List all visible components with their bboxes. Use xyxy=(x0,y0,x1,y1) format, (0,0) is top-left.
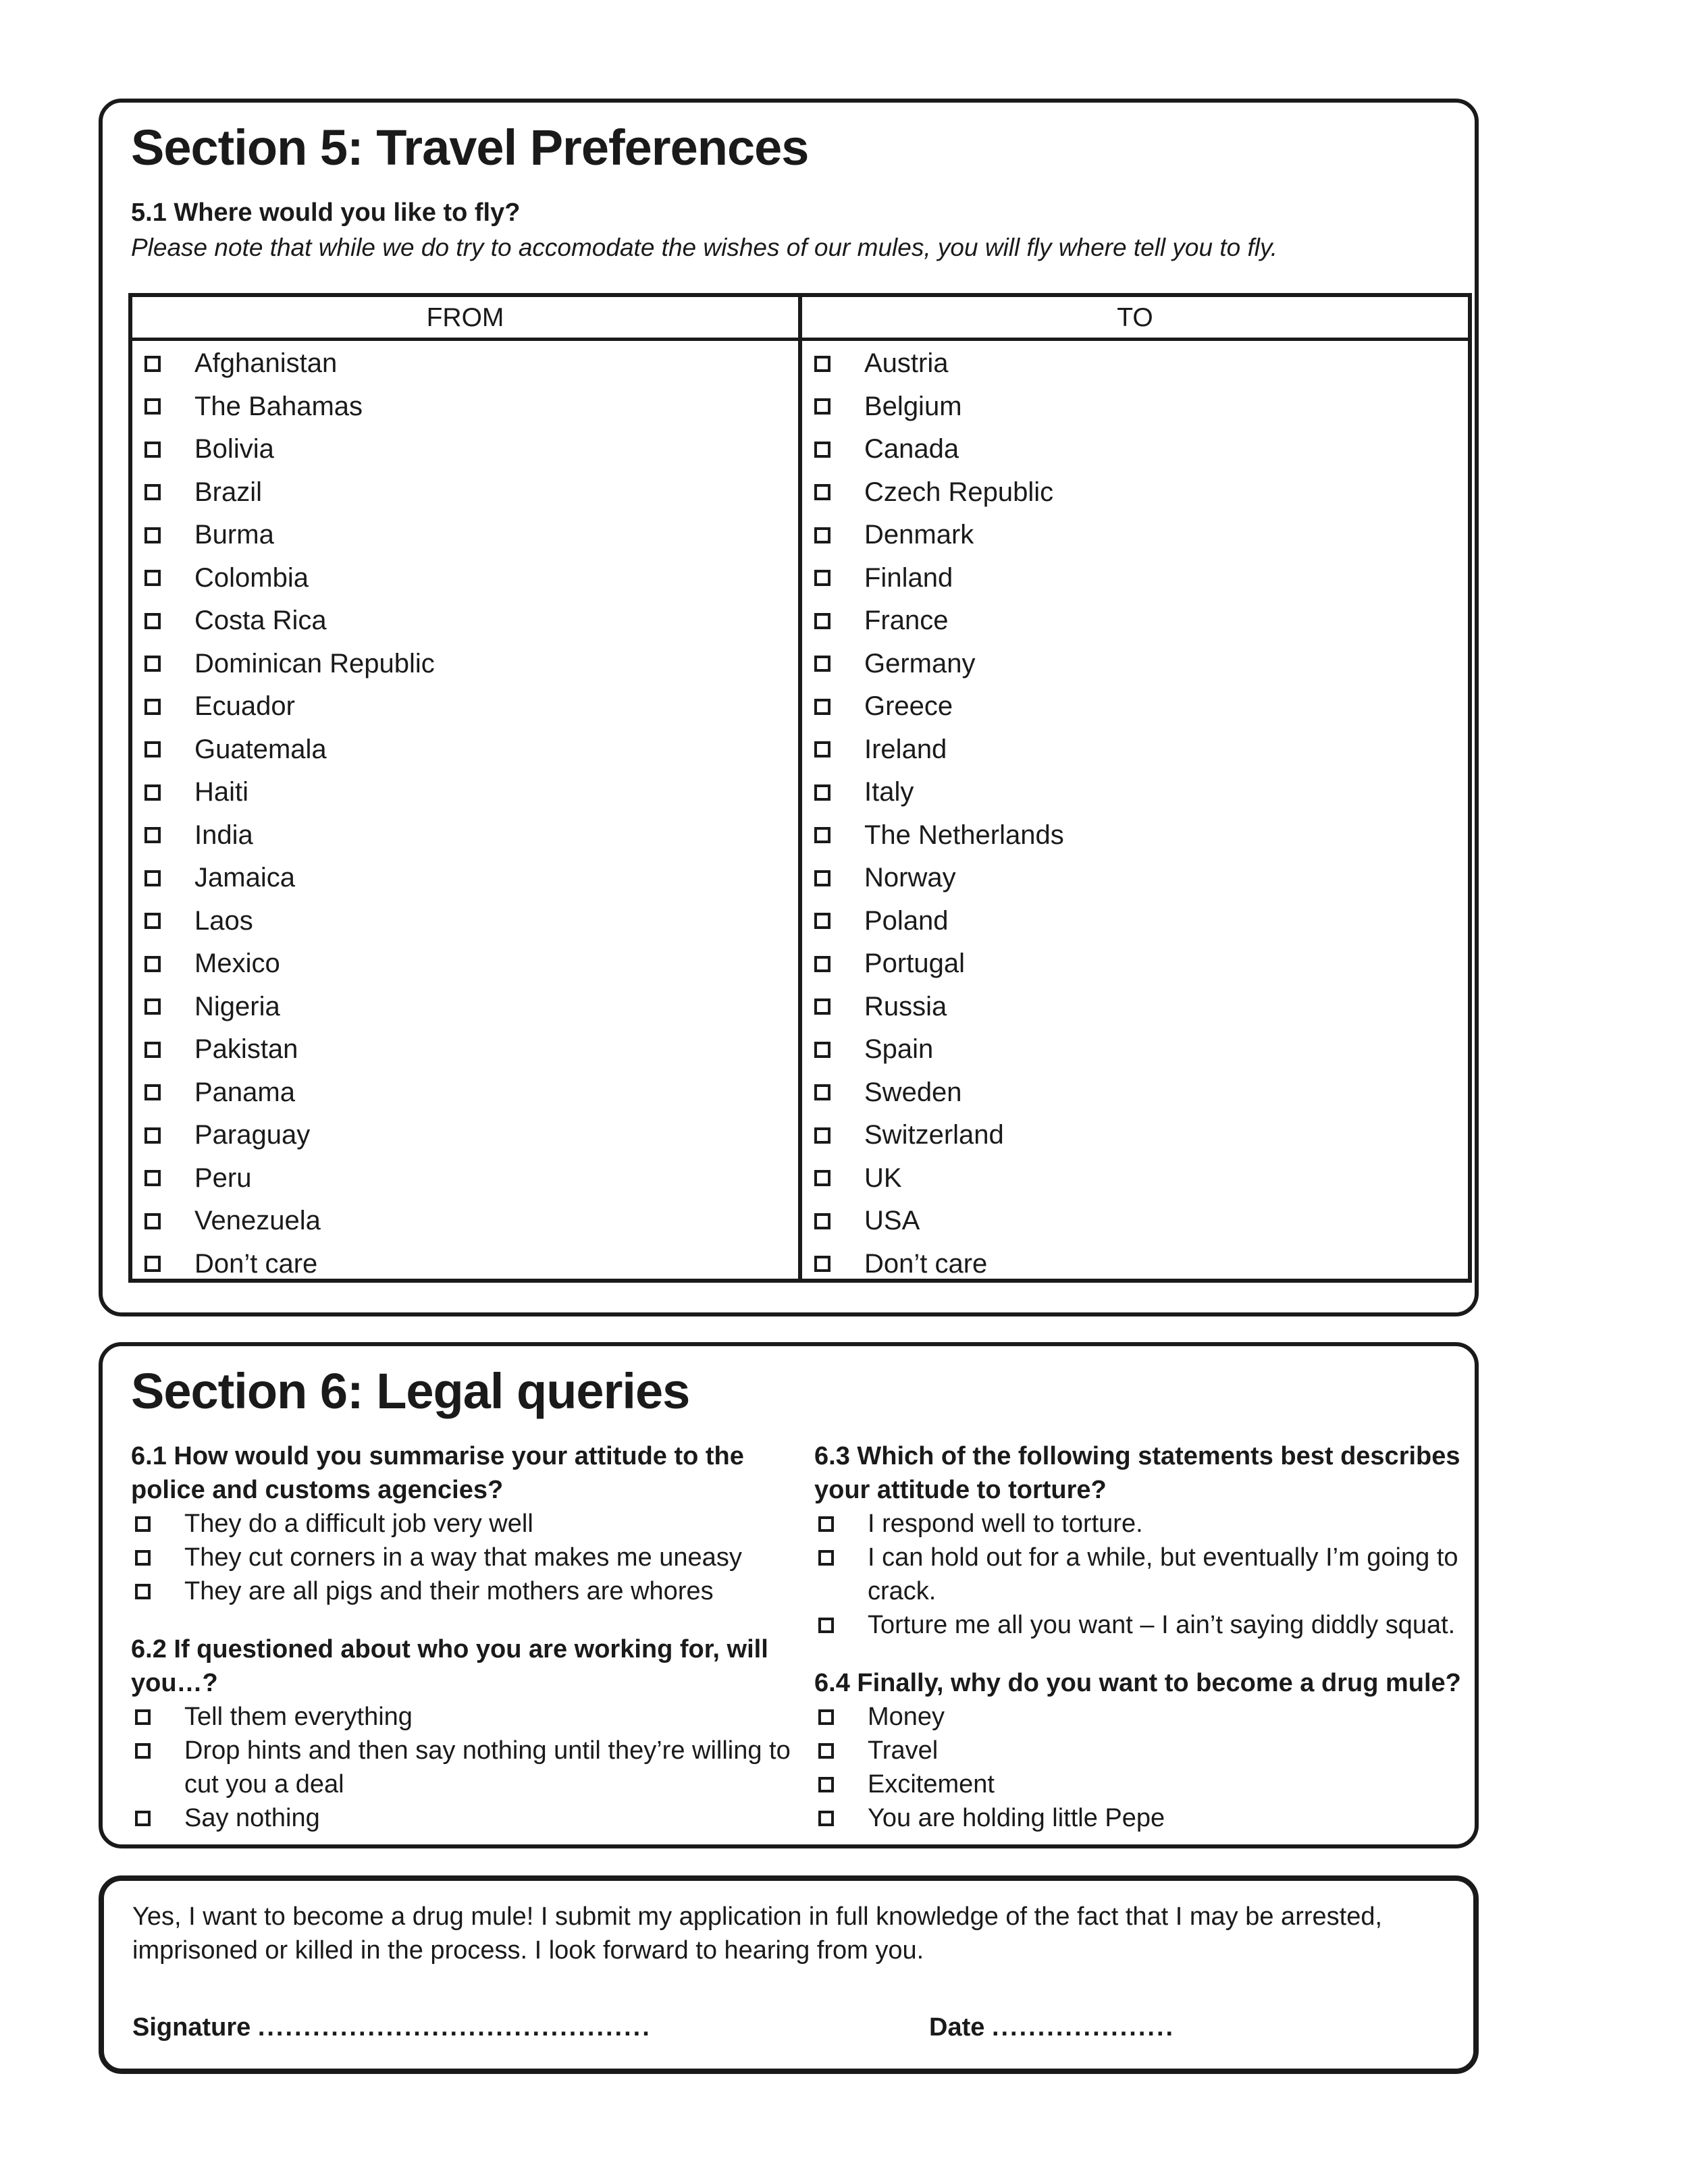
to-country-option[interactable] xyxy=(802,342,1468,385)
to-country-option[interactable] xyxy=(802,471,1468,514)
answer-option[interactable] xyxy=(814,1541,1476,1608)
checkbox-icon[interactable] xyxy=(814,356,830,372)
checkbox-icon[interactable] xyxy=(144,741,161,757)
checkbox-icon[interactable] xyxy=(814,1042,830,1058)
country-label: Costa Rica xyxy=(194,606,327,636)
question-6-1: 6.1 How would you summarise your attitude to the police and customs agencies? xyxy=(131,1442,744,1504)
answer-option-label: I respond well to torture. xyxy=(868,1510,1143,1538)
from-country-option[interactable] xyxy=(132,771,798,814)
country-label: Nigeria xyxy=(194,991,280,1021)
to-country-option[interactable] xyxy=(802,1028,1468,1071)
to-country-option[interactable] xyxy=(802,771,1468,814)
country-label: Czech Republic xyxy=(864,477,1054,507)
from-country-option[interactable] xyxy=(132,1200,798,1243)
country-label: Laos xyxy=(194,905,253,936)
answer-option-label: They do a difficult job very well xyxy=(184,1510,533,1538)
question-5-1: 5.1 Where would you like to fly? xyxy=(131,198,521,227)
checkbox-icon[interactable] xyxy=(814,570,830,586)
answer-option[interactable] xyxy=(131,1700,793,1734)
checkbox-icon[interactable] xyxy=(135,1550,151,1566)
checkbox-icon[interactable] xyxy=(135,1584,151,1599)
answer-option[interactable] xyxy=(814,1767,1476,1801)
checkbox-icon[interactable] xyxy=(144,1213,161,1229)
checkbox-icon[interactable] xyxy=(144,1170,161,1186)
checkbox-icon[interactable] xyxy=(144,1042,161,1058)
checkbox-icon[interactable] xyxy=(144,913,161,929)
country-label: Germany xyxy=(864,648,976,678)
checkbox-icon[interactable] xyxy=(814,870,830,886)
to-country-option[interactable] xyxy=(802,1071,1468,1115)
checkbox-icon[interactable] xyxy=(144,1084,161,1100)
checkbox-icon[interactable] xyxy=(818,1811,834,1826)
checkbox-icon[interactable] xyxy=(814,656,830,672)
from-country-option[interactable] xyxy=(132,900,798,943)
from-country-option[interactable] xyxy=(132,814,798,857)
checkbox-icon[interactable] xyxy=(814,998,830,1015)
answer-option[interactable] xyxy=(814,1700,1476,1734)
country-label: Jamaica xyxy=(194,863,295,893)
to-country-option[interactable] xyxy=(802,385,1468,429)
question-6-3-options xyxy=(814,1507,1476,1642)
checkbox-icon[interactable] xyxy=(818,1777,834,1792)
from-country-option[interactable] xyxy=(132,428,798,471)
checkbox-icon[interactable] xyxy=(144,1127,161,1144)
checkbox-icon[interactable] xyxy=(144,613,161,629)
from-country-option[interactable] xyxy=(132,685,798,728)
country-label: The Bahamas xyxy=(194,391,363,421)
country-label: Russia xyxy=(864,991,947,1021)
country-label: USA xyxy=(864,1206,920,1236)
question-5-1-note: Please note that while we do try to accomodate the wishes of our mules, you will fly where tell you to fly. xyxy=(131,234,1278,261)
checkbox-icon[interactable] xyxy=(135,1811,151,1826)
answer-option-label: Say nothing xyxy=(184,1804,320,1832)
from-country-list xyxy=(132,341,798,1285)
question-6-4-options xyxy=(814,1700,1476,1835)
signature-field[interactable] xyxy=(132,2013,652,2042)
date-field[interactable] xyxy=(929,2013,1175,2042)
country-label: Switzerland xyxy=(864,1120,1004,1150)
to-country-option[interactable] xyxy=(802,428,1468,471)
answer-option[interactable] xyxy=(131,1734,793,1801)
checkbox-icon[interactable] xyxy=(144,956,161,972)
checkbox-icon[interactable] xyxy=(144,442,161,458)
from-country-option[interactable] xyxy=(132,1028,798,1071)
country-label: Ireland xyxy=(864,734,947,764)
checkbox-icon[interactable] xyxy=(814,1170,830,1186)
country-label: Afghanistan xyxy=(194,348,338,379)
checkbox-icon[interactable] xyxy=(814,913,830,929)
signature-dotted-line: ........................................... xyxy=(257,2013,652,2042)
to-country-option[interactable] xyxy=(802,1157,1468,1200)
checkbox-icon[interactable] xyxy=(144,827,161,843)
from-country-option[interactable] xyxy=(132,1071,798,1115)
checkbox-icon[interactable] xyxy=(814,484,830,500)
to-country-list xyxy=(802,341,1468,1285)
from-country-option[interactable] xyxy=(132,514,798,557)
country-label: Norway xyxy=(864,863,956,893)
checkbox-icon[interactable] xyxy=(144,784,161,801)
country-label: Panama xyxy=(194,1077,295,1107)
checkbox-icon[interactable] xyxy=(818,1743,834,1759)
country-label: Don’t care xyxy=(194,1248,318,1279)
country-label: Italy xyxy=(864,777,914,807)
section-5-box xyxy=(99,99,1479,1316)
question-6-4: 6.4 Finally, why do you want to become a drug mule? xyxy=(814,1669,1461,1697)
question-6-2-options xyxy=(131,1700,793,1835)
checkbox-icon[interactable] xyxy=(144,1256,161,1272)
checkbox-icon[interactable] xyxy=(814,784,830,801)
from-country-option[interactable] xyxy=(132,1157,798,1200)
country-label: Poland xyxy=(864,905,949,936)
country-table xyxy=(128,293,1472,1283)
answer-option-label: Drop hints and then say nothing until they’re willing to cut you a deal xyxy=(184,1736,791,1799)
checkbox-icon[interactable] xyxy=(144,699,161,715)
checkbox-icon[interactable] xyxy=(144,656,161,672)
answer-option[interactable] xyxy=(814,1507,1476,1541)
answer-option-label: Money xyxy=(868,1703,945,1731)
checkbox-icon[interactable] xyxy=(814,1084,830,1100)
from-country-option[interactable] xyxy=(132,600,798,643)
to-country-option[interactable] xyxy=(802,857,1468,900)
country-label: Ecuador xyxy=(194,691,295,722)
answer-option-label: I can hold out for a while, but eventually I’m going to crack. xyxy=(868,1543,1458,1605)
country-label: Colombia xyxy=(194,562,309,593)
from-country-option[interactable] xyxy=(132,1114,798,1157)
from-country-option[interactable] xyxy=(132,1243,798,1286)
country-label: Brazil xyxy=(194,477,263,507)
to-country-option[interactable] xyxy=(802,900,1468,943)
to-country-option[interactable] xyxy=(802,1200,1468,1243)
country-label: Canada xyxy=(864,434,959,464)
checkbox-icon[interactable] xyxy=(144,570,161,586)
to-country-option[interactable] xyxy=(802,1243,1468,1286)
checkbox-icon[interactable] xyxy=(814,741,830,757)
country-label: India xyxy=(194,820,253,850)
answer-option-label: Tell them everything xyxy=(184,1703,413,1731)
to-country-option[interactable] xyxy=(802,986,1468,1029)
section-6-title: Section 6: Legal queries xyxy=(131,1363,690,1419)
country-label: Sweden xyxy=(864,1077,962,1107)
section-6-right-column xyxy=(814,1439,1476,1859)
checkbox-icon[interactable] xyxy=(814,613,830,629)
answer-option-label: Excitement xyxy=(868,1770,995,1799)
from-column xyxy=(132,297,798,1279)
to-country-option[interactable] xyxy=(802,728,1468,772)
answer-option[interactable] xyxy=(131,1801,793,1835)
checkbox-icon[interactable] xyxy=(144,998,161,1015)
from-country-option[interactable] xyxy=(132,643,798,686)
country-label: France xyxy=(864,606,949,636)
checkbox-icon[interactable] xyxy=(144,527,161,543)
from-country-option[interactable] xyxy=(132,986,798,1029)
signature-label: Signature xyxy=(132,2013,251,2042)
checkbox-icon[interactable] xyxy=(144,870,161,886)
section-6-box xyxy=(99,1342,1479,1848)
date-label: Date xyxy=(929,2013,985,2042)
country-label: Portugal xyxy=(864,949,965,979)
answer-option[interactable] xyxy=(814,1734,1476,1767)
checkbox-icon[interactable] xyxy=(818,1618,834,1633)
checkbox-icon[interactable] xyxy=(814,1127,830,1144)
to-country-option[interactable] xyxy=(802,942,1468,986)
country-label: Finland xyxy=(864,562,953,593)
from-country-option[interactable] xyxy=(132,728,798,772)
country-label: The Netherlands xyxy=(864,820,1064,850)
checkbox-icon[interactable] xyxy=(818,1516,834,1532)
checkbox-icon[interactable] xyxy=(814,699,830,715)
answer-option-label: Torture me all you want – I ain’t saying diddly squat. xyxy=(868,1611,1456,1639)
question-6-1-options xyxy=(131,1507,793,1608)
answer-option-label: You are holding little Pepe xyxy=(868,1804,1165,1832)
country-label: Paraguay xyxy=(194,1120,311,1150)
to-column xyxy=(798,297,1468,1279)
country-label: Belgium xyxy=(864,391,962,421)
checkbox-icon[interactable] xyxy=(818,1550,834,1566)
country-label: Burma xyxy=(194,520,274,550)
checkbox-icon[interactable] xyxy=(135,1743,151,1759)
country-label: Mexico xyxy=(194,949,280,979)
checkbox-icon[interactable] xyxy=(814,1213,830,1229)
checkbox-icon[interactable] xyxy=(135,1516,151,1532)
to-country-option[interactable] xyxy=(802,685,1468,728)
country-label: Dominican Republic xyxy=(194,648,435,678)
checkbox-icon[interactable] xyxy=(144,356,161,372)
answer-option-label: They are all pigs and their mothers are whores xyxy=(184,1577,714,1605)
checkbox-icon[interactable] xyxy=(814,442,830,458)
from-country-option[interactable] xyxy=(132,385,798,429)
country-label: Pakistan xyxy=(194,1034,298,1065)
answer-option[interactable] xyxy=(131,1574,793,1608)
to-country-option[interactable] xyxy=(802,600,1468,643)
country-label: Venezuela xyxy=(194,1206,321,1236)
to-header: TO xyxy=(802,297,1468,341)
from-country-option[interactable] xyxy=(132,557,798,600)
country-label: Peru xyxy=(194,1163,252,1193)
date-dotted-line: .................... xyxy=(991,2013,1176,2042)
country-label: Denmark xyxy=(864,520,974,550)
country-label: Greece xyxy=(864,691,953,722)
country-label: Guatemala xyxy=(194,734,327,764)
checkbox-icon[interactable] xyxy=(144,398,161,415)
to-country-option[interactable] xyxy=(802,557,1468,600)
section-5-title: Section 5: Travel Preferences xyxy=(131,119,809,176)
question-6-3: 6.3 Which of the following statements best describes your attitude to torture? xyxy=(814,1442,1460,1504)
checkbox-icon[interactable] xyxy=(135,1709,151,1725)
answer-option-label: They cut corners in a way that makes me uneasy xyxy=(184,1543,742,1572)
from-country-option[interactable] xyxy=(132,471,798,514)
country-label: Haiti xyxy=(194,777,249,807)
from-country-option[interactable] xyxy=(132,942,798,986)
to-country-option[interactable] xyxy=(802,814,1468,857)
checkbox-icon[interactable] xyxy=(144,484,161,500)
checkbox-icon[interactable] xyxy=(818,1709,834,1725)
declaration-text: Yes, I want to become a drug mule! I submit my application in full knowledge of the fact that I may be arrested, imprisoned or killed in the process. I look forward to hearing from you. xyxy=(132,1902,1383,1965)
checkbox-icon[interactable] xyxy=(814,398,830,415)
to-country-option[interactable] xyxy=(802,643,1468,686)
from-header: FROM xyxy=(132,297,798,341)
answer-option[interactable] xyxy=(814,1608,1476,1642)
checkbox-icon[interactable] xyxy=(814,527,830,543)
checkbox-icon[interactable] xyxy=(814,827,830,843)
checkbox-icon[interactable] xyxy=(814,956,830,972)
answer-option[interactable] xyxy=(131,1541,793,1574)
to-country-option[interactable] xyxy=(802,514,1468,557)
section-6-left-column xyxy=(131,1439,793,1859)
from-country-option[interactable] xyxy=(132,342,798,385)
question-6-2: 6.2 If questioned about who you are working for, will you…? xyxy=(131,1635,768,1697)
country-label: Don’t care xyxy=(864,1248,988,1279)
to-country-option[interactable] xyxy=(802,1114,1468,1157)
answer-option-label: Travel xyxy=(868,1736,939,1765)
answer-option[interactable] xyxy=(131,1507,793,1541)
answer-option[interactable] xyxy=(814,1801,1476,1835)
country-label: UK xyxy=(864,1163,902,1193)
country-label: Bolivia xyxy=(194,434,274,464)
checkbox-icon[interactable] xyxy=(814,1256,830,1272)
declaration-box xyxy=(99,1875,1479,2074)
country-label: Spain xyxy=(864,1034,934,1065)
from-country-option[interactable] xyxy=(132,857,798,900)
country-label: Austria xyxy=(864,348,949,379)
